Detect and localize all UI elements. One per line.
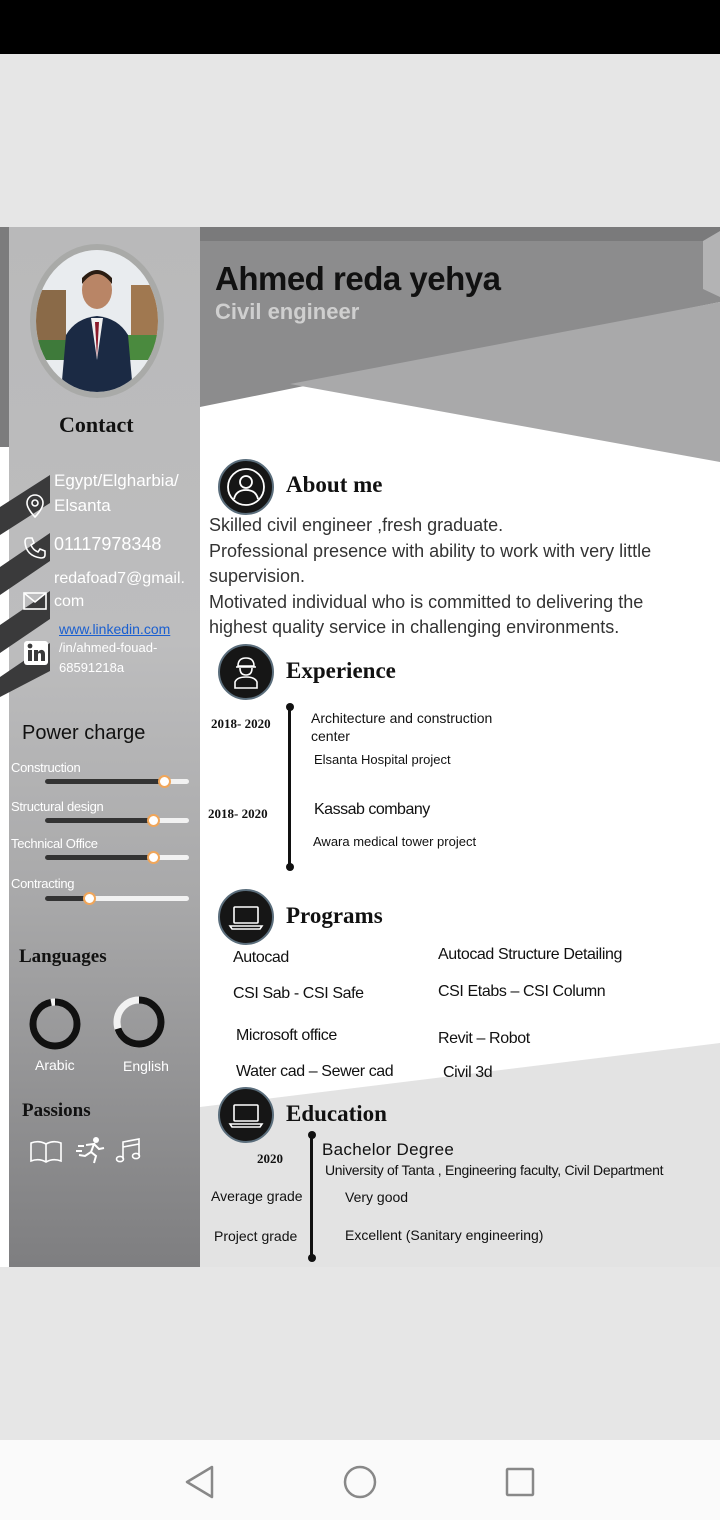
skill-bar-construction <box>45 779 189 784</box>
average-grade-label: Average grade <box>211 1188 303 1204</box>
person-icon <box>218 459 274 515</box>
skill-bar-contracting <box>45 896 189 901</box>
arabic-level-ring <box>28 997 82 1051</box>
experience-company: Architecture and construction <box>311 710 493 726</box>
skill-label: Structural design <box>11 799 104 814</box>
english-label: English <box>123 1058 169 1074</box>
experience-years: 2018- 2020 <box>211 716 271 731</box>
laptop-icon <box>218 1087 274 1143</box>
email-icon <box>22 588 48 614</box>
book-icon <box>29 1139 63 1165</box>
skill-label: Contracting <box>11 876 75 891</box>
resume-name: Ahmed reda yehya <box>215 260 501 297</box>
laptop-icon <box>218 889 274 945</box>
education-heading: Education <box>286 1101 387 1126</box>
navigation-bar <box>0 1440 720 1520</box>
linkedin-link[interactable]: www.linkedin.com <box>59 621 171 637</box>
program-item: Water cad – Sewer cad <box>236 1063 394 1080</box>
experience-company-cont: center <box>311 728 350 744</box>
resume-role: Civil engineer <box>215 299 360 324</box>
education-year: 2020 <box>257 1151 283 1166</box>
timeline-dot <box>308 1131 316 1139</box>
experience-project: Elsanta Hospital project <box>314 752 451 767</box>
linkedin-path-1: /in/ahmed-fouad- <box>59 640 158 655</box>
back-icon[interactable] <box>176 1458 224 1506</box>
experience-years: 2018- 2020 <box>208 806 268 821</box>
experience-project: Awara medical tower project <box>313 834 477 849</box>
timeline-dot <box>286 863 294 871</box>
contact-heading: Contact <box>59 412 134 437</box>
recents-icon[interactable] <box>496 1458 544 1506</box>
profile-photo <box>30 244 164 398</box>
project-grade-value: Excellent (Sanitary engineering) <box>345 1227 544 1243</box>
education-school: University of Tanta , Engineering faculty, Civil Department <box>325 1162 664 1178</box>
address-line-2: Elsanta <box>54 496 111 515</box>
education-timeline <box>310 1135 313 1259</box>
linkedin-path-2: 68591218a <box>59 660 125 675</box>
experience-timeline <box>288 707 291 869</box>
skill-bar-structural-design <box>45 818 189 823</box>
experience-company: Kassab combany <box>314 801 430 818</box>
skill-bar-technical-office <box>45 855 189 860</box>
program-item: Autocad <box>233 949 289 966</box>
programs-heading: Programs <box>286 903 383 928</box>
home-icon[interactable] <box>336 1458 384 1506</box>
about-text: Skilled civil engineer ,fresh graduate. Professional presence with ability to work with very little supervision. Motivated individual who is committed to delivering the highest quality service in challenging environments. <box>209 515 652 637</box>
skill-label: Technical Office <box>11 836 98 851</box>
program-item: Civil 3d <box>443 1064 493 1081</box>
arabic-label: Arabic <box>35 1057 75 1073</box>
passions-heading: Passions <box>22 1100 91 1121</box>
engineer-icon <box>218 644 274 700</box>
music-icon <box>115 1137 143 1165</box>
program-item: CSI Sab - CSI Safe <box>233 985 364 1002</box>
location-pin-icon <box>22 493 48 519</box>
email-line-1: redafoad7@gmail. <box>54 570 185 587</box>
power-charge-heading: Power charge <box>22 722 146 744</box>
english-level-ring <box>112 995 166 1049</box>
linkedin-icon <box>23 640 49 666</box>
resume-image <box>0 227 720 1267</box>
program-item: CSI Etabs – CSI Column <box>438 983 606 1000</box>
email-line-2: com <box>54 593 85 610</box>
phone-number: 01117978348 <box>54 534 162 554</box>
timeline-dot <box>308 1254 316 1262</box>
about-heading: About me <box>286 472 383 497</box>
running-icon <box>76 1135 106 1165</box>
phone-icon <box>22 535 48 561</box>
status-bar <box>0 0 720 54</box>
experience-heading: Experience <box>286 658 396 683</box>
program-item: Autocad Structure Detailing <box>438 946 622 963</box>
average-grade-value: Very good <box>345 1189 409 1205</box>
program-item: Microsoft office <box>236 1027 337 1044</box>
program-item: Revit – Robot <box>438 1030 530 1047</box>
project-grade-label: Project grade <box>214 1228 298 1244</box>
address-line-1: Egypt/Elgharbia/ <box>54 471 179 490</box>
languages-heading: Languages <box>19 946 107 967</box>
timeline-dot <box>286 703 294 711</box>
skill-label: Construction <box>11 760 81 775</box>
education-degree: Bachelor Degree <box>322 1140 455 1159</box>
